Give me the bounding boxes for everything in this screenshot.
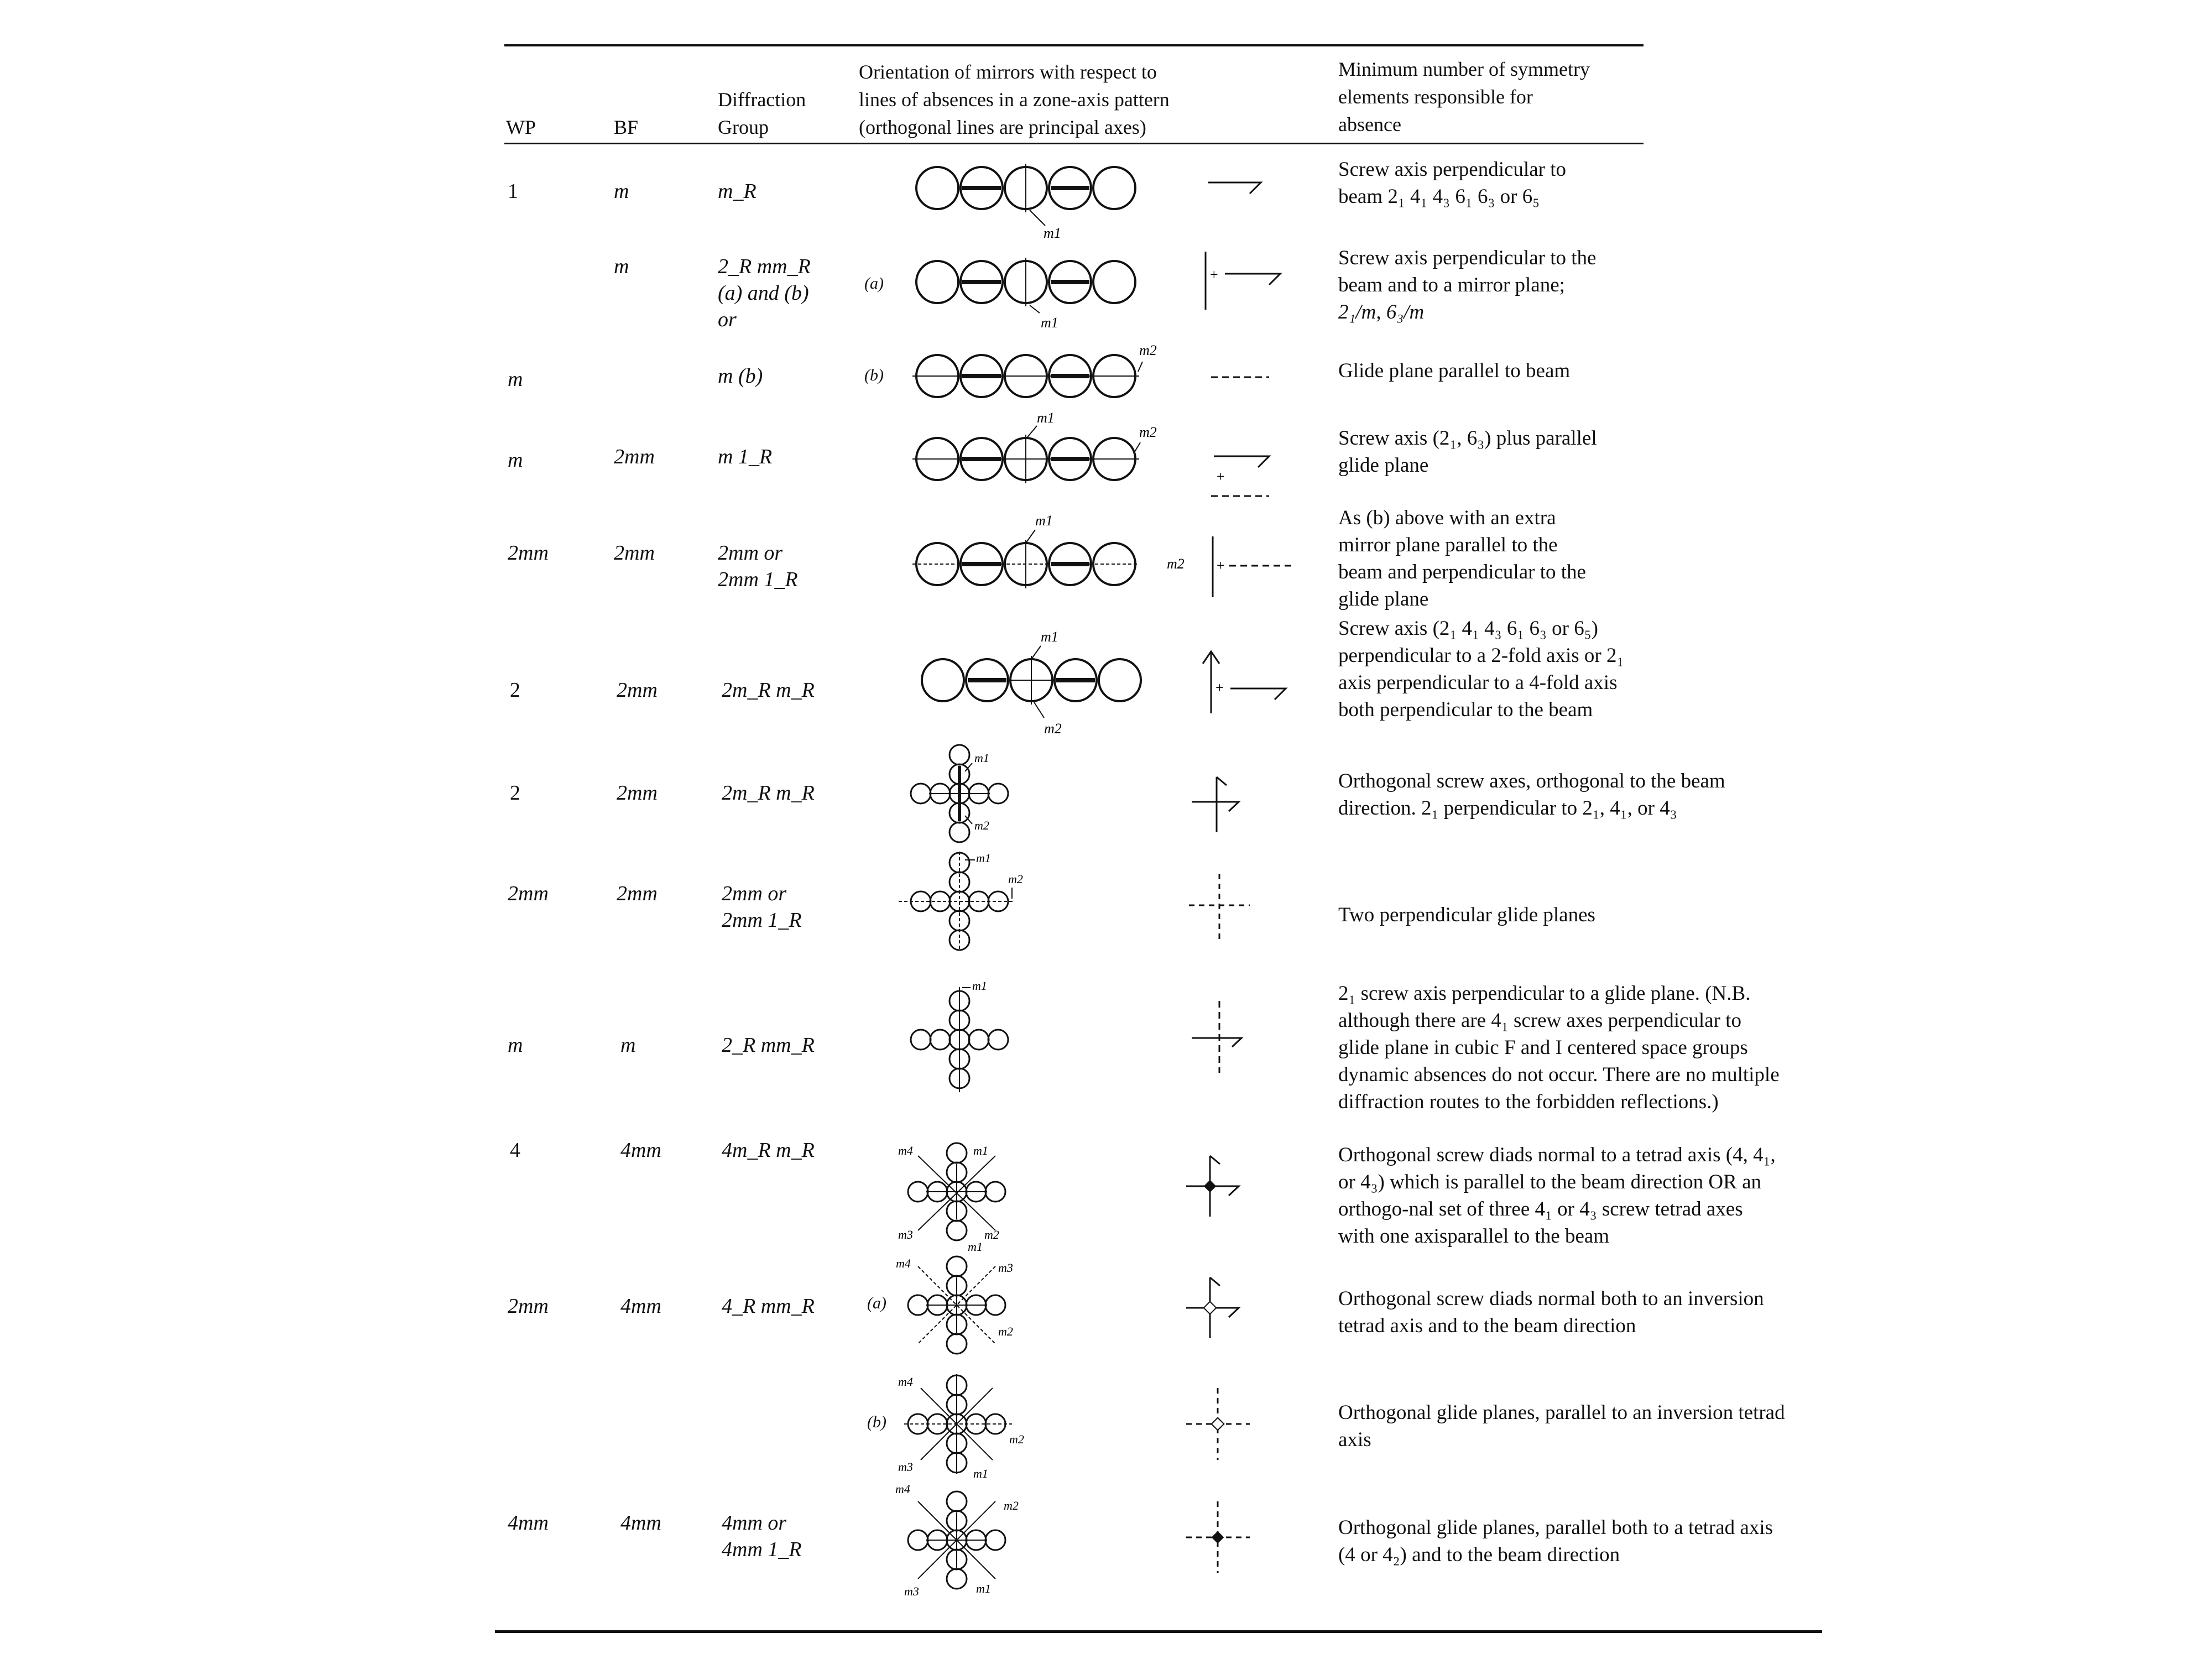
mirror-label: m3 xyxy=(898,1228,913,1241)
description: Two perpendicular glide planes xyxy=(1338,904,1595,926)
mirror-label: m2 xyxy=(1139,424,1157,440)
zone-axis-pattern xyxy=(896,1371,1029,1482)
header-bf: BF xyxy=(614,116,639,138)
mirror-label: m3 xyxy=(904,1584,919,1598)
wp-cell: 2 xyxy=(510,679,520,702)
wp-cell: 2mm xyxy=(508,882,549,905)
description: Orthogonal glide planes, parallel both to a tetrad axis (4 or 4₂) and to the beam direction xyxy=(1338,1516,1773,1566)
description: Orthogonal screw diads normal both to an inversion tetrad axis and to the beam direction xyxy=(1338,1287,1764,1337)
bf-cell: m xyxy=(614,255,629,278)
description: Screw axis perpendicular to the beam and to a mirror plane; 2₁/m, 6₃/m xyxy=(1338,247,1597,324)
diffraction-group-cell: 2_R mm_R xyxy=(722,1034,815,1057)
bf-cell: m xyxy=(620,1034,636,1057)
zone-axis-pattern xyxy=(893,1482,1031,1604)
svg-text:+: + xyxy=(1215,680,1224,696)
mirror-label: m1 xyxy=(1041,629,1058,645)
zone-axis-pattern xyxy=(912,409,1161,498)
mirror-label: m2 xyxy=(974,818,989,832)
screw-glide-symbol xyxy=(1211,445,1283,506)
description: Glide plane parallel to beam xyxy=(1338,359,1571,382)
mirror-label: m3 xyxy=(898,1460,913,1474)
header-minimum: Minimum number of symmetry elements responsible for absence xyxy=(1338,58,1590,135)
wp-cell: 4 xyxy=(510,1139,520,1162)
diffraction-group-cell: 2mm or 2mm 1_R xyxy=(722,882,802,932)
tetrad-screw-diads-symbol xyxy=(1183,1150,1250,1222)
mirror-label: m2 xyxy=(1004,1499,1019,1512)
bf-cell: 4mm xyxy=(620,1295,661,1318)
mirror-label: m1 xyxy=(1037,410,1055,426)
mirror-label: m4 xyxy=(895,1482,910,1496)
wp-cell: m xyxy=(508,368,523,391)
orthogonal-screw-axes-symbol xyxy=(1189,771,1250,838)
mirror-label: m2 xyxy=(984,1228,999,1241)
mirror-label: m1 xyxy=(968,1240,983,1254)
description: Screw axis perpendicular to beam 2₁ 4₁ 4₃ 6₁ 6₃ or 6₅ xyxy=(1338,158,1566,208)
mirror-label: m2 xyxy=(1167,556,1185,572)
header-wp: WP xyxy=(506,116,536,138)
description: As (b) above with an extra mirror plane parallel to the beam and perpendicular to the glide plane xyxy=(1338,507,1586,611)
diffraction-group-cell: 2mm or 2mm 1_R xyxy=(718,541,798,591)
header-diffraction-group: Diffraction Group xyxy=(718,88,806,138)
mirror-label: m1 xyxy=(976,851,991,865)
wp-cell: 4mm xyxy=(508,1511,549,1535)
zone-axis-pattern xyxy=(918,625,1161,735)
bf-cell: 2mm xyxy=(617,882,658,905)
inversion-tetrad-screw-symbol xyxy=(1183,1272,1250,1344)
mirror-label: m1 xyxy=(973,1467,988,1480)
description: Orthogonal screw axes, orthogonal to the beam direction. 2₁ perpendicular to 2₁, 4₁, or 4₃ xyxy=(1338,770,1725,820)
wp-cell: m xyxy=(508,1034,523,1057)
zone-axis-pattern xyxy=(907,973,1029,1100)
screw-axis-symbol xyxy=(1206,171,1272,205)
diffraction-group-cell: 2_R mm_R (a) and (b) or xyxy=(718,255,811,331)
mirror-glide-symbol xyxy=(1208,534,1297,600)
description: Orthogonal glide planes, parallel to an inversion tetrad axis xyxy=(1338,1401,1785,1451)
diffraction-group-cell: 2m_R m_R xyxy=(722,781,815,805)
screw-axis-twofold-symbol xyxy=(1200,647,1294,719)
pattern-label: (b) xyxy=(864,366,884,384)
bf-cell: 4mm xyxy=(620,1139,661,1162)
wp-cell: m xyxy=(508,448,523,472)
description: Orthogonal screw diads normal to a tetrad axis (4, 4₁, or 4₃) which is parallel to the beam direction OR an orthogo-nal set of three 4₁ or 4₃ screw tetrad axes with one axisparallel to the beam xyxy=(1338,1144,1776,1248)
wp-cell: 2mm xyxy=(508,541,549,565)
bf-cell: 2mm xyxy=(614,445,655,468)
description: Screw axis (2₁, 6₃) plus parallel glide plane xyxy=(1338,427,1597,477)
top-rule xyxy=(504,44,1644,46)
bf-cell: m xyxy=(614,180,629,203)
mirror-label: m2 xyxy=(1008,872,1023,886)
mirror-label: m1 xyxy=(1035,513,1053,529)
perpendicular-glide-planes-symbol xyxy=(1186,871,1253,943)
header-rule xyxy=(504,143,1644,144)
wp-cell: 2 xyxy=(510,781,520,805)
svg-text:+: + xyxy=(1217,557,1225,573)
diffraction-group-cell: m (b) xyxy=(718,364,763,388)
mirror-label: m2 xyxy=(1009,1432,1024,1446)
mirror-label: m2 xyxy=(1044,721,1062,737)
wp-cell: 1 xyxy=(508,180,518,203)
bottom-rule xyxy=(495,1630,1822,1633)
zone-axis-pattern xyxy=(912,509,1200,597)
diffraction-group-cell: 4mm or 4mm 1_R xyxy=(722,1511,802,1561)
zone-axis-pattern xyxy=(912,160,1145,249)
mirror-label: m3 xyxy=(998,1261,1013,1275)
mirror-label: m2 xyxy=(1139,342,1157,358)
mirror-label: m4 xyxy=(896,1256,911,1270)
bf-cell: 2mm xyxy=(617,679,658,702)
wp-cell: 2mm xyxy=(508,1295,549,1318)
diffraction-group-cell: 4m_R m_R xyxy=(722,1139,815,1162)
description: 2₁ screw axis perpendicular to a glide plane. (N.B. although there are 4₁ screw axes perpendicular to glide plane in cubic F and I centered space groups dynamic absences do not occur. There are no multiple diffraction routes to the forbidden reflections.) xyxy=(1338,982,1780,1113)
svg-text:+: + xyxy=(1217,468,1225,484)
glide-plane-symbol xyxy=(1211,372,1272,383)
mirror-label: m1 xyxy=(972,979,987,993)
zone-axis-pattern xyxy=(896,1139,1029,1250)
mirror-label: m4 xyxy=(898,1144,913,1157)
screw-axis-mirror-symbol xyxy=(1200,249,1288,315)
tetrad-glide-symbol xyxy=(1183,1499,1255,1576)
diffraction-group-cell: 2m_R m_R xyxy=(722,679,815,702)
zone-axis-pattern xyxy=(912,337,1161,404)
header-orientation: Orientation of mirrors with respect to lines of absences in a zone-axis pattern (orthogonal lines are principal axes) xyxy=(859,61,1170,138)
inversion-tetrad-glide-symbol xyxy=(1183,1385,1255,1463)
mirror-label: m1 xyxy=(973,1144,988,1157)
screw-glide-perpendicular-symbol xyxy=(1189,998,1250,1076)
zone-axis-pattern xyxy=(890,1240,1023,1355)
diffraction-group-cell: m_R xyxy=(718,180,757,203)
pattern-label: (b) xyxy=(867,1413,886,1431)
zone-axis-pattern xyxy=(899,849,1042,954)
bf-cell: 4mm xyxy=(620,1511,661,1535)
mirror-label: m1 xyxy=(1044,225,1061,241)
bf-cell: 2mm xyxy=(617,781,658,805)
zone-axis-pattern xyxy=(912,254,1145,343)
pattern-label: (a) xyxy=(867,1294,886,1312)
mirror-label: m4 xyxy=(898,1375,913,1389)
pattern-label: (a) xyxy=(864,274,884,293)
mirror-label: m1 xyxy=(974,751,989,765)
diffraction-group-cell: 4_R mm_R xyxy=(722,1295,815,1318)
mirror-label: m1 xyxy=(1041,315,1058,331)
zone-axis-pattern xyxy=(907,741,1018,846)
svg-text:+: + xyxy=(1210,267,1218,283)
diffraction-group-cell: m 1_R xyxy=(718,445,773,468)
description: Screw axis (2₁ 4₁ 4₃ 6₁ 6₃ or 6₅) perpendicular to a 2-fold axis or 2₁ axis perpendicular to a 4-fold axis both perpendicular to the beam xyxy=(1338,617,1624,721)
mirror-label: m1 xyxy=(976,1582,991,1595)
mirror-label: m2 xyxy=(998,1324,1013,1338)
bf-cell: 2mm xyxy=(614,541,655,565)
